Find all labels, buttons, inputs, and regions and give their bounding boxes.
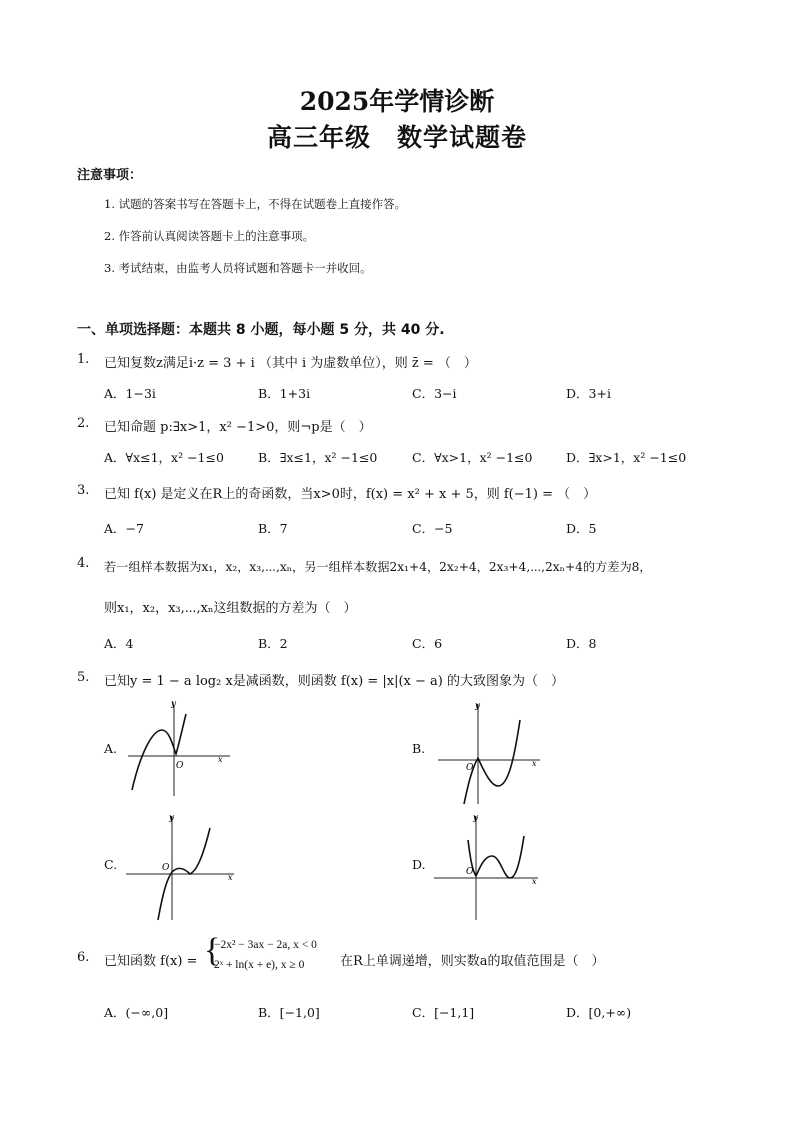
piece-nonnegative: 2ˣ + ln(x + e), x ≥ 0 <box>214 959 305 971</box>
question-number: 3. <box>77 483 90 498</box>
question-number: 2. <box>77 416 90 431</box>
notice-heading: 注意事项： <box>77 168 143 183</box>
y-axis-label: y <box>169 812 174 822</box>
option-b: B．∃x≤1，x² −1≤0 <box>258 450 378 465</box>
curve <box>464 720 520 804</box>
graph-c <box>122 812 242 924</box>
x-axis-label: x <box>532 877 537 886</box>
option-d: D．∃x>1，x² −1≤0 <box>566 450 687 465</box>
question-text-continued: 则x₁，x₂，x₃,⋯,xₙ这组数据的方差为（ ） <box>104 601 357 616</box>
question-text: 已知y = 1 − a log₂ x是减函数，则函数 f(x) = |x|(x − a) 的大致图象为（ ） <box>104 674 564 689</box>
question-text-prefix: 已知函数 f(x) = <box>104 954 198 969</box>
notice-item: 1. 试题的答案书写在答题卡上，不得在试题卷上直接作答。 <box>104 197 407 211</box>
question-number: 4. <box>77 556 90 571</box>
exam-title: 2025年学情诊断 <box>299 87 495 116</box>
section-heading: 一、单项选择题：本题共 8 小题，每小题 5 分，共 40 分. <box>77 322 445 338</box>
option-c: C．3−i <box>412 386 457 401</box>
paper-label: 数学试题卷 <box>397 123 528 152</box>
graph-label-a: A. <box>104 741 118 756</box>
question-number: 5. <box>77 670 90 685</box>
question-text: 已知命题 p:∃x>1，x² −1>0，则¬p是（ ） <box>104 420 372 435</box>
y-axis-label: y <box>473 812 478 822</box>
option-a: A．4 <box>104 636 134 651</box>
option-a: A．−7 <box>104 521 144 536</box>
graph-label-d: D. <box>412 857 426 872</box>
option-a: A．1−3i <box>104 386 156 401</box>
graph-b <box>434 700 546 808</box>
option-b: B．7 <box>258 521 288 536</box>
graph-a <box>122 700 242 800</box>
piecewise-function <box>204 932 344 980</box>
graph-d <box>430 812 546 924</box>
origin-label: O <box>162 863 170 873</box>
origin-label: O <box>466 867 474 877</box>
x-axis-label: x <box>218 755 223 764</box>
exam-subtitle <box>0 118 794 154</box>
option-b: B．[−1,0] <box>258 1005 320 1020</box>
question-number: 1. <box>77 352 90 367</box>
notice-item: 3. 考试结束，由监考人员将试题和答题卡一并收回。 <box>104 261 372 275</box>
question-number: 6. <box>77 950 90 965</box>
notice-item: 2. 作答前认真阅读答题卡上的注意事项。 <box>104 229 315 243</box>
option-d: D．[0,+∞) <box>566 1005 632 1020</box>
option-c: C．∀x>1，x² −1≤0 <box>412 450 533 465</box>
graph-label-b: B. <box>412 741 426 756</box>
grade-label: 高三年级 <box>266 123 371 152</box>
brace: { <box>204 932 221 969</box>
question-text: 已知 f(x) 是定义在R上的奇函数，当x>0时，f(x) = x² + x + 5，则 f(−1) = （ ） <box>104 487 597 502</box>
option-c: C．[−1,1] <box>412 1005 475 1020</box>
y-axis-label: y <box>171 700 176 708</box>
origin-label: O <box>466 763 474 773</box>
graph-label-c: C. <box>104 857 118 872</box>
x-axis-label: x <box>532 759 537 768</box>
y-axis-label: y <box>475 700 480 710</box>
option-b: B．1+3i <box>258 386 311 401</box>
x-axis-label: x <box>228 873 233 882</box>
option-a: A．(−∞,0] <box>104 1005 169 1020</box>
option-a: A．∀x≤1，x² −1≤0 <box>104 450 224 465</box>
question-text: 若一组样本数据为x₁，x₂，x₃,⋯,xₙ，另一组样本数据2x₁+4，2x₂+4，2x₃+4,⋯,2xₙ+4的方差为8， <box>104 560 652 574</box>
option-b: B．2 <box>258 636 288 651</box>
option-c: C．−5 <box>412 521 453 536</box>
option-d: D．3+i <box>566 386 611 401</box>
curve <box>132 714 186 790</box>
option-d: D．5 <box>566 521 597 536</box>
question-text-suffix: 在R上单调递增，则实数a的取值范围是（ ） <box>340 954 605 969</box>
piece-negative: −2x² − 3ax − 2a, x < 0 <box>214 939 317 951</box>
option-c: C．6 <box>412 636 443 651</box>
origin-label: O <box>176 761 184 771</box>
question-text: 已知复数z满足i·z = 3 + i （其中 i 为虚数单位），则 z̄ = （ ） <box>104 356 477 371</box>
option-d: D．8 <box>566 636 597 651</box>
